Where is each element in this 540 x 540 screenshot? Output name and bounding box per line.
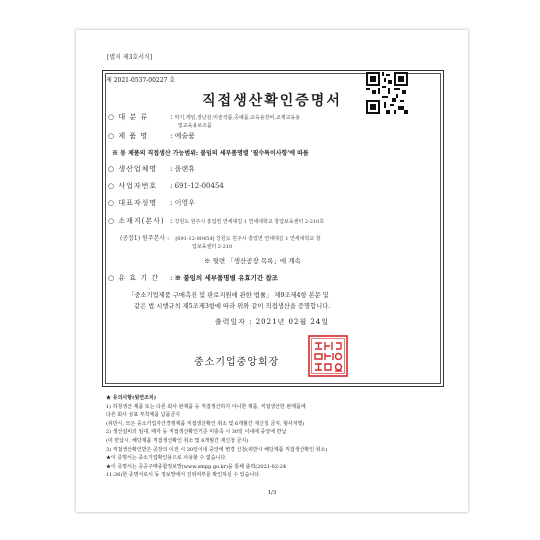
factory-value: [691-12-00454] 강원도 원주시 흥업면 연세대길 1 연세대학교 창 <box>175 236 321 242</box>
company-value: 플랜휴 <box>174 165 195 173</box>
declaration-line-2: 같은 법 시행규칙 제5조제3항에 따라 위와 같이 직접생산을 증명합니다. <box>134 303 331 310</box>
form-number: [별지 제3호서식] <box>107 54 153 61</box>
footnote-line: (위반시, 모든 중소기업자간경쟁제품 직접생산확인 취소 및 6개월간 재신청 금지, 형사처벌) <box>106 420 305 427</box>
footnote-line: ★ 유의사항(뒷면조치) <box>106 395 157 401</box>
declaration-line-1: 「중소기업제품 구매촉진 및 판로지원에 관한 법률」 제9조제4항 본문 및 <box>128 292 329 299</box>
bizno-row: ○ 사업자번호 : 691-12-00454 <box>108 182 224 190</box>
ceo-value: 이영우 <box>174 199 195 207</box>
issue-date: 출력일자 : 2021년 02월 24일 <box>214 318 330 326</box>
official-seal-icon <box>308 335 348 377</box>
factory-row <box>120 233 321 242</box>
footnote-line: 1) 하청생산 제품 또는 다른 회사 완제품 등 직접생산하지 아니한 제품, 직접생산한 완제품에 <box>106 403 306 410</box>
category-value: 악기,게임,장난감,미술작품,공예품,교육용장비,교재교육용 <box>174 115 301 121</box>
category-row: ○ 대 분 류 : 악기,게임,장난감,미술작품,공예품,교육용장비,교재교육용 <box>108 113 301 121</box>
factory-label: (공장1) 원주본사 : <box>120 235 170 242</box>
validity-value: ※ 붙임의 세부품명별 유효기간 참조 <box>174 274 279 282</box>
address-value: 강원도 원주시 흥업면 연세대길 1 연세대학교 창업보육센터 2-210호 <box>174 219 325 225</box>
page-number: 1/3 <box>267 490 277 496</box>
footnote-line: ★이 증명서는 중소기업확인용으로 사용할 수 없습니다. <box>106 455 227 462</box>
footnote-line: 11:36)한 증명서로서 동 정보망에서 진위여부를 확인하실 수 있습니다. <box>106 472 261 479</box>
company-row: ○ 생산업체명 : 플랜휴 <box>108 165 195 173</box>
footnote-line: 3) 직접생산확인받은 공장의 이전 시 30일이내 중앙에 변경 신청(위반시 해당제품 직접생산확인 취소) <box>106 446 328 453</box>
scope-note: ※ 동 제품의 직접생산 가능범위: 붙임의 세부품명별 '필수특이사항'에 따름 <box>112 150 309 157</box>
issuer-name: 중소기업중앙회장 <box>194 357 280 368</box>
document-title: 직접생산확인증명서 <box>202 93 342 109</box>
factory-note: ※ 뒷면 「생산공장 목록」에 계속 <box>204 257 301 265</box>
footnote-line: 다른 회사 상표 부착제품 납품금지 <box>106 412 180 419</box>
factory-value-cont: 업보육센터 2-210 <box>192 244 233 250</box>
category-value-cont: 및교육용보조품 <box>178 123 212 129</box>
validity-row: ○ 유 효 기 간 : ※ 붙임의 세부품명별 유효기간 참조 <box>108 274 279 282</box>
bizno-value: 691-12-00454 <box>174 182 224 190</box>
footnote-line: (미 반납시, 해당제품 직접생산확인 취소 및 6개월간 재신청 금지) <box>106 437 249 444</box>
footnotes <box>106 394 452 480</box>
footnote-line: 2) 생산설비의 임대, 매각 등 직접생산확인기준 미충족 시 30일 이내에 중앙에 반납 <box>106 429 287 436</box>
ceo-row: ○ 대표자성명 : 이영우 <box>108 199 195 207</box>
product-value: 예술품 <box>174 132 195 140</box>
product-row: ○ 제 품 명 : 예술품 <box>108 132 195 140</box>
address-row: ○ 소재지(본사) : 강원도 원주시 흥업면 연세대길 1 연세대학교 창업보육센터 2-210호 <box>108 217 325 225</box>
certificate-page <box>76 30 468 512</box>
footnote-line: ★이 증명서는 공공구매종합정보망(www.smpp.go.kr)을 통해 출력(2021-02-24 <box>106 463 287 470</box>
certificate-number: 제 2021-0537-00227 호 <box>106 77 176 84</box>
